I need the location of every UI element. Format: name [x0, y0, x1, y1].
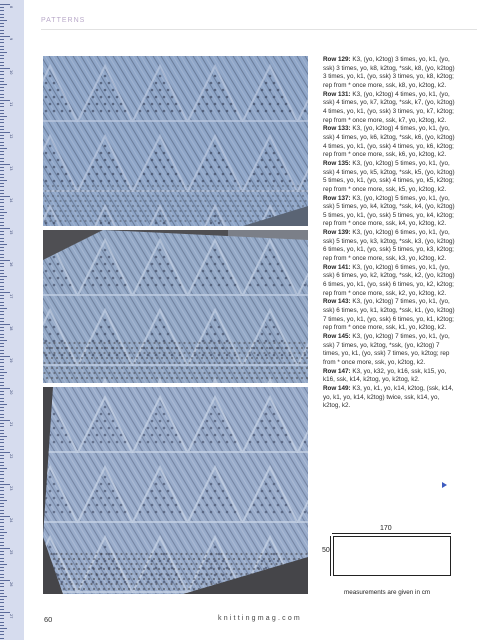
pattern-row: [323, 229, 455, 264]
footer-website: knittingmag.com: [218, 615, 302, 622]
ruler-tick: [0, 106, 4, 107]
ruler-tick: [0, 481, 4, 482]
row-text: K3, (yo, k2tog) 6 times, yo, k1, (yo, ssk) 6 times, yo, k2, k2tog, *ssk, k2, (yo, k2tog) 6 times, yo, k1, (yo, ssk) 6 times, yo, k2, k2tog; rep from * once more, ssk, k2, yo, k2tog, k2.: [323, 263, 455, 297]
pattern-row: [323, 195, 455, 230]
pattern-row: [323, 385, 455, 411]
ruler-tick: [0, 631, 4, 632]
ruler-tick: [0, 385, 4, 386]
row-text: K3, (yo, k2tog) 7 times, yo, k1, (yo, ssk) 6 times, yo, k1, k2tog, *ssk, k1, (yo, k2tog) 7 times, yo, k1, (yo, ssk) 6 times, yo, k1, k2tog; rep from * once more, ssk, k1, yo, k2tog, k2.: [323, 298, 455, 332]
row-text: K3, (yo, k2tog) 6 times, yo, k1, (yo, ssk) 5 times, yo, k3, k2tog, *ssk, k3, (yo, k2tog) 6 times, yo, k1, (yo, ssk) 5 times, yo, k3, k2tog; rep from * once more, ssk, k3, yo, k2tog, k2.: [323, 229, 455, 263]
ruler-tick: [0, 462, 4, 463]
row-text: K3, yo, k32, yo, k16, ssk, k15, yo, k16, ssk, k14, k2tog, yo, k2tog, k2.: [323, 367, 447, 384]
ruler-tick: [0, 62, 4, 63]
ruler-tick: [0, 84, 7, 85]
ruler-tick: [0, 596, 7, 597]
pattern-row: [323, 333, 455, 368]
ruler-tick: [0, 209, 4, 210]
ruler-tick: [0, 628, 7, 629]
row-label: Row 143:: [323, 298, 351, 306]
ruler-tick: [0, 199, 4, 200]
ruler-tick: [0, 180, 7, 181]
ruler-tick: [0, 337, 4, 338]
ruler-number: 9: [9, 38, 13, 41]
ruler-tick: [0, 138, 4, 139]
ruler-tick: [0, 279, 4, 280]
ruler-tick: [0, 465, 4, 466]
row-label: Row 149:: [323, 384, 351, 392]
pattern-row: [323, 298, 455, 333]
ruler-tick: [0, 234, 4, 235]
ruler-tick: [0, 58, 4, 59]
ruler-tick: [0, 490, 4, 491]
ruler-tick: [0, 302, 4, 303]
ruler-tick: [0, 55, 4, 56]
ruler-tick: [0, 305, 4, 306]
ruler-tick: [0, 46, 4, 47]
ruler-tick: [0, 535, 4, 536]
ruler-tick: [0, 455, 4, 456]
ruler-tick: [0, 190, 4, 191]
ruler-tick: [0, 554, 4, 555]
ruler-tick: [0, 17, 4, 18]
shawl-schematic: [333, 536, 451, 576]
ruler-tick: [0, 228, 10, 229]
ruler-tick: [0, 250, 4, 251]
ruler-tick: [0, 97, 4, 98]
ruler-tick: [0, 116, 7, 117]
ruler-tick: [0, 618, 4, 619]
ruler-tick: [0, 580, 10, 581]
ruler-tick: [0, 532, 7, 533]
ruler-tick: [0, 49, 4, 50]
ruler-tick: [0, 30, 4, 31]
ruler-tick: [0, 426, 4, 427]
ruler-tick: [0, 132, 10, 133]
ruler-tick: [0, 311, 4, 312]
ruler-tick: [0, 193, 4, 194]
ruler-tick: [0, 551, 4, 552]
ruler-tick: [0, 215, 4, 216]
ruler-number: 14: [9, 198, 13, 203]
ruler-number: 17: [9, 294, 13, 299]
pattern-row: [323, 56, 455, 91]
ruler-tick: [0, 158, 4, 159]
ruler-number: 19: [9, 358, 13, 363]
ruler-tick: [0, 340, 7, 341]
ruler-tick: [0, 292, 10, 293]
row-text: K3, (yo, k2tog) 4 times, yo, k1, (yo, ssk) 4 times, yo, k6, k2tog, *ssk, k6, (yo, k2tog) 4 times, yo, k1, (yo, ssk) 4 times, yo, k6, k2tog; rep from * once more, ssk, k6, yo, k2tog, k2.: [323, 125, 455, 159]
row-text: K3, (yo, k2tog) 3 times, yo, k1, (yo, ssk) 3 times, yo, k8, k2tog, *ssk, k8, (yo, k2tog) 3 times, yo, k1, (yo, ssk) 3 times, yo, k8, k2tog; rep from * once more, ssk, k8, yo, k2tog, k2.: [323, 56, 455, 89]
ruler-tick: [0, 174, 4, 175]
ruler-tick: [0, 366, 4, 367]
row-label: Row 131:: [323, 90, 351, 98]
ruler-tick: [0, 634, 4, 635]
pattern-row: [323, 264, 455, 299]
ruler-tick: [0, 433, 4, 434]
ruler-tick: [0, 206, 4, 207]
ruler-tick: [0, 122, 4, 123]
ruler-number: 10: [9, 70, 13, 75]
ruler-number: 27: [9, 614, 13, 619]
ruler-tick: [0, 266, 4, 267]
ruler-tick: [0, 65, 4, 66]
ruler-tick: [0, 330, 4, 331]
ruler-tick: [0, 439, 4, 440]
ruler-number: 15: [9, 230, 13, 235]
page-ruler: [0, 0, 24, 640]
header-divider: [41, 29, 477, 30]
diagram-height-line: [330, 536, 331, 576]
ruler-tick: [0, 273, 4, 274]
ruler-tick: [0, 71, 4, 72]
ruler-tick: [0, 414, 4, 415]
ruler-tick: [0, 145, 4, 146]
ruler-tick: [0, 103, 4, 104]
ruler-tick: [0, 484, 10, 485]
ruler-tick: [0, 183, 4, 184]
ruler-tick: [0, 90, 4, 91]
ruler-tick: [0, 593, 4, 594]
ruler-number: 24: [9, 518, 13, 523]
ruler-tick: [0, 151, 4, 152]
ruler-tick: [0, 314, 4, 315]
ruler-tick: [0, 436, 7, 437]
ruler-tick: [0, 231, 4, 232]
ruler-tick: [0, 503, 4, 504]
ruler-tick: [0, 78, 4, 79]
ruler-tick: [0, 260, 10, 261]
ruler-tick: [0, 36, 10, 37]
pattern-instructions: [323, 56, 455, 411]
ruler-tick: [0, 378, 4, 379]
ruler-tick: [0, 452, 10, 453]
ruler-tick: [0, 548, 10, 549]
ruler-number: 13: [9, 166, 13, 171]
row-text: K3, (yo, k2tog) 5 times, yo, k1, (yo, ssk) 5 times, yo, k4, k2tog, *ssk, k4, (yo, k2tog) 5 times, yo, k1, (yo, ssk) 5 times, yo, k4, k2tog; rep from * once more, ssk, k4, yo, k2tog, k2.: [323, 194, 455, 228]
ruler-tick: [0, 129, 4, 130]
ruler-tick: [0, 186, 4, 187]
ruler-tick: [0, 321, 4, 322]
ruler-tick: [0, 170, 4, 171]
ruler-tick: [0, 564, 7, 565]
ruler-tick: [0, 241, 4, 242]
knitted-shawl: [43, 56, 308, 226]
ruler-tick: [0, 142, 4, 143]
ruler-tick: [0, 375, 4, 376]
ruler-tick: [0, 222, 4, 223]
ruler-tick: [0, 404, 7, 405]
ruler-number: 21: [9, 422, 13, 427]
ruler-tick: [0, 529, 4, 530]
ruler-tick: [0, 420, 10, 421]
ruler-tick: [0, 612, 10, 613]
ruler-tick: [0, 52, 7, 53]
ruler-tick: [0, 308, 7, 309]
row-label: Row 135:: [323, 159, 351, 167]
ruler-tick: [0, 356, 10, 357]
ruler-tick: [0, 295, 4, 296]
ruler-tick: [0, 362, 4, 363]
row-label: Row 141:: [323, 263, 351, 271]
ruler-tick: [0, 494, 4, 495]
ruler-tick: [0, 42, 4, 43]
ruler-tick: [0, 599, 4, 600]
ruler-tick: [0, 394, 4, 395]
ruler-tick: [0, 148, 7, 149]
ruler-tick: [0, 622, 4, 623]
knitted-shawl: [43, 230, 308, 383]
ruler-tick: [0, 545, 4, 546]
ruler-tick: [0, 327, 4, 328]
ruler-tick: [0, 487, 4, 488]
ruler-tick: [0, 254, 4, 255]
ruler-tick: [0, 372, 7, 373]
row-text: K3, (yo, k2tog) 5 times, yo, k1, (yo, ssk) 4 times, yo, k5, k2tog, *ssk, k5, (yo, k2tog) 5 times, yo, k1, (yo, ssk) 4 times, yo, k5, k2tog; rep from * once more, ssk, k5, yo, k2tog, k2.: [323, 159, 455, 193]
pattern-row: [323, 91, 455, 126]
ruler-number: 26: [9, 582, 13, 587]
ruler-number: 23: [9, 486, 13, 491]
ruler-tick: [0, 81, 4, 82]
ruler-tick: [0, 442, 4, 443]
row-text: K3, yo, k1, yo, k14, k2tog, (ssk, k14, yo, k1, yo, k14, k2tog) twice, ssk, k14, yo, k2tog, k2.: [323, 384, 454, 410]
row-label: Row 145:: [323, 333, 351, 340]
ruler-tick: [0, 126, 4, 127]
ruler-tick: [0, 522, 4, 523]
shawl-photo-3: [43, 387, 308, 594]
diagram-height-label: 50: [322, 547, 330, 554]
ruler-tick: [0, 343, 4, 344]
ruler-tick: [0, 615, 4, 616]
ruler-tick: [0, 244, 7, 245]
ruler-tick: [0, 334, 4, 335]
ruler-tick: [0, 119, 4, 120]
ruler-tick: [0, 154, 4, 155]
ruler-tick: [0, 87, 4, 88]
ruler-tick: [0, 471, 4, 472]
ruler-tick: [0, 391, 4, 392]
ruler-tick: [0, 14, 4, 15]
ruler-number: 16: [9, 262, 13, 267]
ruler-number: 11: [9, 102, 13, 107]
pattern-row: [323, 125, 455, 160]
ruler-tick: [0, 167, 4, 168]
ruler-number: 8: [9, 6, 13, 9]
ruler-tick: [0, 407, 4, 408]
ruler-tick: [0, 74, 4, 75]
ruler-tick: [0, 574, 4, 575]
ruler-tick: [0, 497, 4, 498]
ruler-tick: [0, 602, 4, 603]
ruler-tick: [0, 318, 4, 319]
shawl-photo-1: [43, 56, 308, 226]
ruler-tick: [0, 583, 4, 584]
ruler-number: 12: [9, 134, 13, 139]
ruler-number: 25: [9, 550, 13, 555]
row-label: Row 139:: [323, 229, 351, 237]
row-label: Row 129:: [323, 56, 351, 63]
measurement-note: measurements are given in cm: [344, 589, 431, 596]
ruler-tick: [0, 10, 4, 11]
ruler-tick: [0, 202, 4, 203]
row-text: K3, (yo, k2tog) 4 times, yo, k1, (yo, ssk) 4 times, yo, k7, k2tog, *ssk, k7, (yo, k2tog) 4 times, yo, k1, (yo, ssk) 3 times, yo, k7, k2tog; rep from * once more, ssk, k7, yo, k2tog, k2.: [323, 90, 455, 124]
ruler-tick: [0, 33, 4, 34]
ruler-tick: [0, 270, 4, 271]
ruler-tick: [0, 257, 4, 258]
ruler-tick: [0, 577, 4, 578]
ruler-tick: [0, 513, 4, 514]
ruler-number: 20: [9, 390, 13, 395]
ruler-tick: [0, 388, 10, 389]
ruler-tick: [0, 346, 4, 347]
ruler-tick: [0, 590, 4, 591]
continue-arrow-icon: [442, 482, 447, 488]
ruler-tick: [0, 382, 4, 383]
ruler-tick: [0, 135, 4, 136]
ruler-tick: [0, 570, 4, 571]
ruler-tick: [0, 23, 4, 24]
row-label: Row 147:: [323, 367, 351, 375]
ruler-tick: [0, 369, 4, 370]
ruler-tick: [0, 353, 4, 354]
ruler-tick: [0, 423, 4, 424]
diagram-width-line: [332, 533, 451, 534]
knitted-shawl: [43, 387, 308, 594]
ruler-tick: [0, 161, 4, 162]
ruler-tick: [0, 510, 4, 511]
ruler-tick: [0, 430, 4, 431]
ruler-tick: [0, 519, 4, 520]
ruler-tick: [0, 359, 4, 360]
diagram-width-label: 170: [380, 525, 392, 532]
ruler-tick: [0, 263, 4, 264]
ruler-tick: [0, 177, 4, 178]
ruler-tick: [0, 218, 4, 219]
ruler-tick: [0, 468, 7, 469]
ruler-tick: [0, 196, 10, 197]
ruler-tick: [0, 586, 4, 587]
ruler-tick: [0, 350, 4, 351]
ruler-tick: [0, 68, 10, 69]
ruler-tick: [0, 247, 4, 248]
ruler-tick: [0, 398, 4, 399]
ruler-tick: [0, 276, 7, 277]
ruler-tick: [0, 100, 10, 101]
ruler-tick: [0, 94, 4, 95]
ruler-tick: [0, 561, 4, 562]
ruler-tick: [0, 26, 4, 27]
ruler-tick: [0, 449, 4, 450]
ruler-tick: [0, 401, 4, 402]
page-number: 60: [44, 615, 53, 624]
ruler-tick: [0, 606, 4, 607]
ruler-tick: [0, 506, 4, 507]
ruler-tick: [0, 282, 4, 283]
ruler-tick: [0, 20, 7, 21]
row-label: Row 133:: [323, 125, 351, 133]
ruler-tick: [0, 458, 4, 459]
ruler-tick: [0, 538, 4, 539]
ruler-tick: [0, 110, 4, 111]
row-label: Row 137:: [323, 194, 351, 202]
ruler-tick: [0, 542, 4, 543]
section-header: PATTERNS: [41, 17, 86, 24]
ruler-tick: [0, 4, 10, 5]
ruler-tick: [0, 474, 4, 475]
ruler-tick: [0, 567, 4, 568]
ruler-tick: [0, 638, 4, 639]
ruler-tick: [0, 225, 4, 226]
shawl-photo-2: [43, 230, 308, 383]
ruler-tick: [0, 39, 4, 40]
ruler-tick: [0, 446, 4, 447]
ruler-tick: [0, 212, 7, 213]
ruler-tick: [0, 164, 10, 165]
ruler-tick: [0, 516, 10, 517]
ruler-tick: [0, 7, 4, 8]
ruler-tick: [0, 558, 4, 559]
ruler-tick: [0, 500, 7, 501]
ruler-tick: [0, 286, 4, 287]
ruler-tick: [0, 289, 4, 290]
ruler-tick: [0, 478, 4, 479]
ruler-tick: [0, 113, 4, 114]
ruler-tick: [0, 417, 4, 418]
ruler-tick: [0, 238, 4, 239]
ruler-tick: [0, 298, 4, 299]
ruler-tick: [0, 526, 4, 527]
ruler-tick: [0, 324, 10, 325]
pattern-row: [323, 160, 455, 195]
ruler-number: 22: [9, 454, 13, 459]
ruler-number: 18: [9, 326, 13, 331]
ruler-tick: [0, 625, 4, 626]
pattern-row: [323, 368, 455, 385]
ruler-tick: [0, 609, 4, 610]
ruler-tick: [0, 410, 4, 411]
row-text: K3, (yo, k2tog) 7 times, yo, k1, (yo, ssk) 7 times, yo, k2tog, *ssk, (yo, k2tog) 7 times, yo, k1, (yo, ssk) 7 times, yo, k2tog; rep from * once more, ssk, yo, k2tog, k2.: [323, 333, 450, 366]
